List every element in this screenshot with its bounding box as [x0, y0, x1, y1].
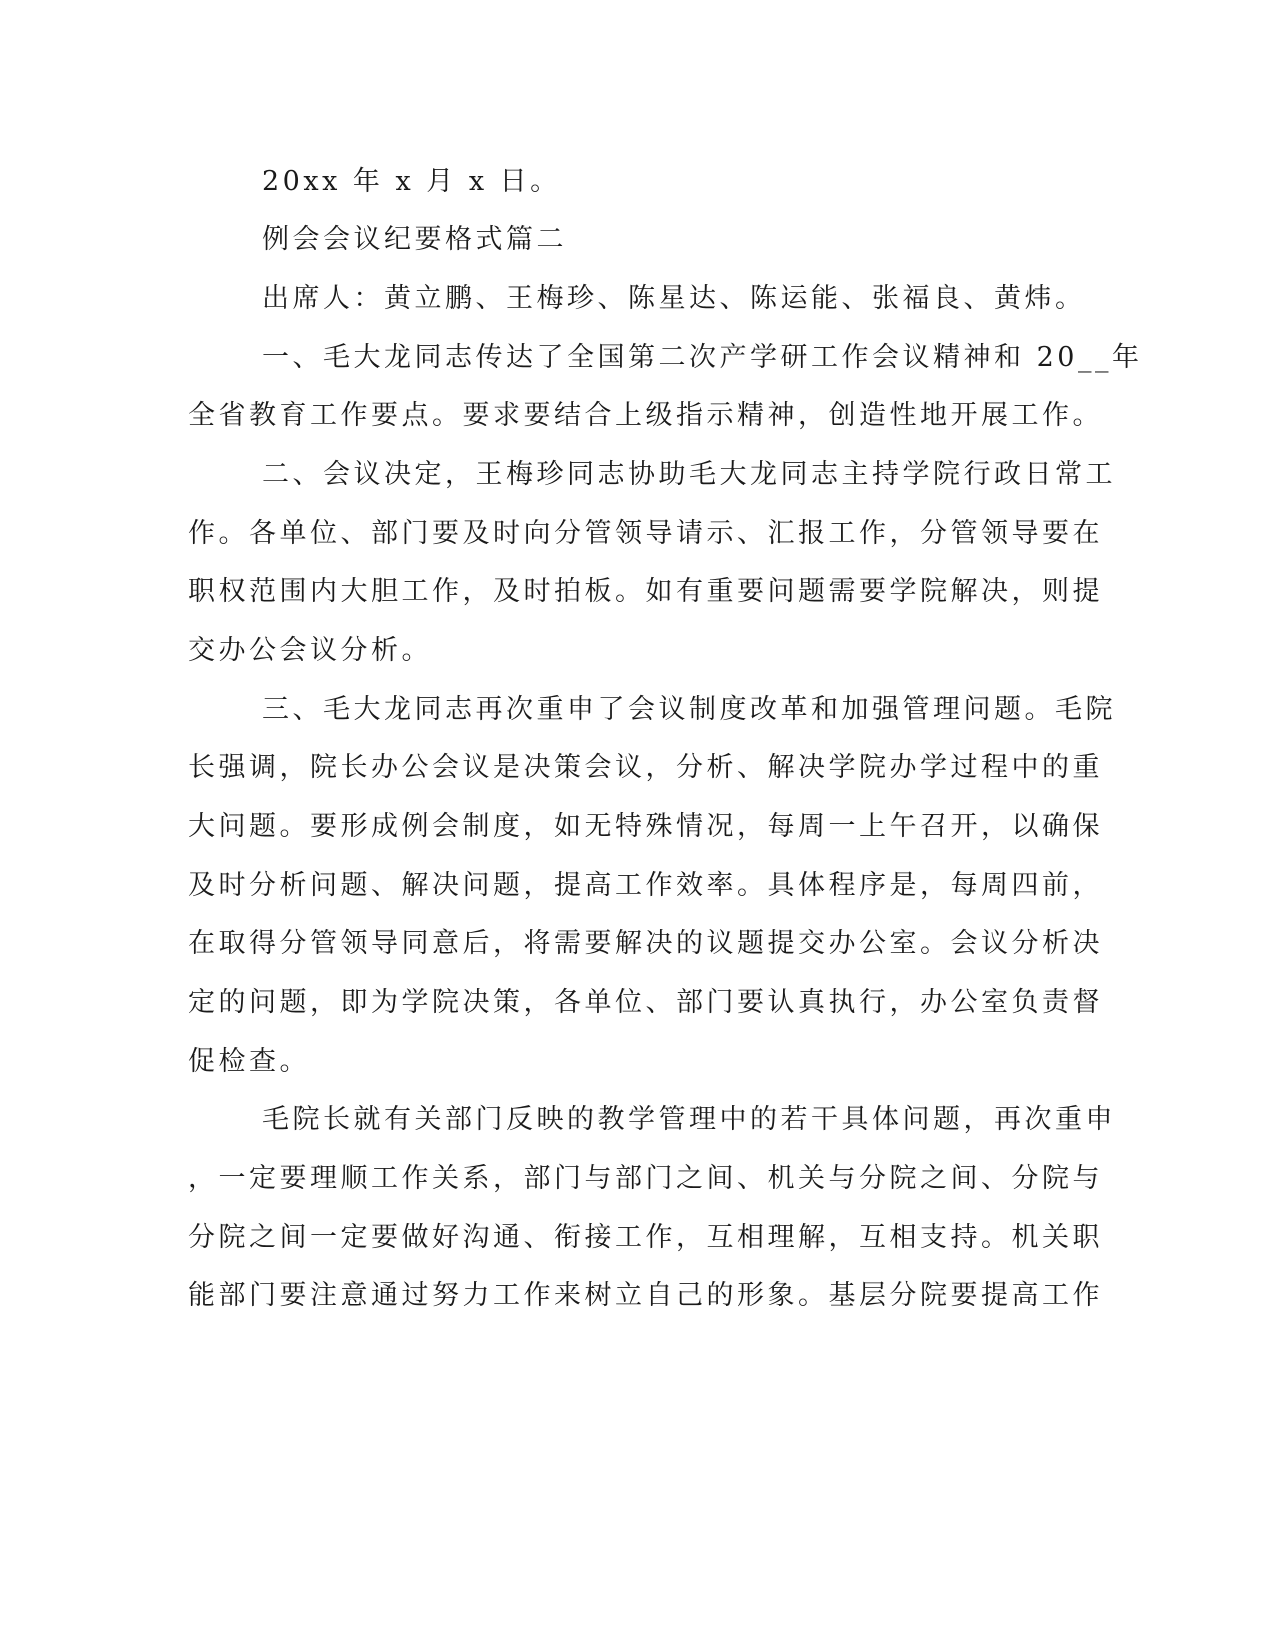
attendees-line: 出席人：黄立鹏、王梅珍、陈星达、陈运能、张福良、黄炜。 — [262, 283, 1086, 314]
date-line: 20xx 年 x 月 x 日。 — [262, 166, 561, 197]
text-line: 职权范围内大胆工作，及时拍板。如有重要问题需要学院解决，则提 — [188, 576, 1103, 607]
text-line: 能部门要注意通过努力工作来树立自己的形象。基层分院要提高工作 — [188, 1280, 1103, 1311]
text-line: 全省教育工作要点。要求要结合上级指示精神，创造性地开展工作。 — [188, 400, 1103, 431]
text-line: 大问题。要形成例会制度，如无特殊情况，每周一上午召开，以确保 — [188, 811, 1103, 842]
text-line: 三、毛大龙同志再次重申了会议制度改革和加强管理问题。毛院 — [262, 694, 1116, 725]
text-line: 作。各单位、部门要及时向分管领导请示、汇报工作，分管领导要在 — [188, 518, 1103, 549]
text-line: 分院之间一定要做好沟通、衔接工作，互相理解，互相支持。机关职 — [188, 1222, 1103, 1253]
text-line: 定的问题，即为学院决策，各单位、部门要认真执行，办公室负责督 — [188, 987, 1103, 1018]
text-line: 在取得分管领导同意后，将需要解决的议题提交办公室。会议分析决 — [188, 928, 1103, 959]
text-line: 二、会议决定，王梅珍同志协助毛大龙同志主持学院行政日常工 — [262, 459, 1116, 490]
text-line: 一、毛大龙同志传达了全国第二次产学研工作会议精神和 20__年 — [262, 342, 1143, 373]
text-line: ，一定要理顺工作关系，部门与部门之间、机关与分院之间、分院与 — [188, 1163, 1103, 1194]
text-line: 长强调，院长办公会议是决策会议，分析、解决学院办学过程中的重 — [188, 752, 1103, 783]
section-title: 例会会议纪要格式篇二 — [262, 224, 567, 255]
text-line: 促检查。 — [188, 1046, 310, 1077]
text-line: 交办公会议分析。 — [188, 635, 432, 666]
text-line: 毛院长就有关部门反映的教学管理中的若干具体问题，再次重申 — [262, 1104, 1116, 1135]
text-line: 及时分析问题、解决问题，提高工作效率。具体程序是，每周四前， — [188, 870, 1103, 901]
